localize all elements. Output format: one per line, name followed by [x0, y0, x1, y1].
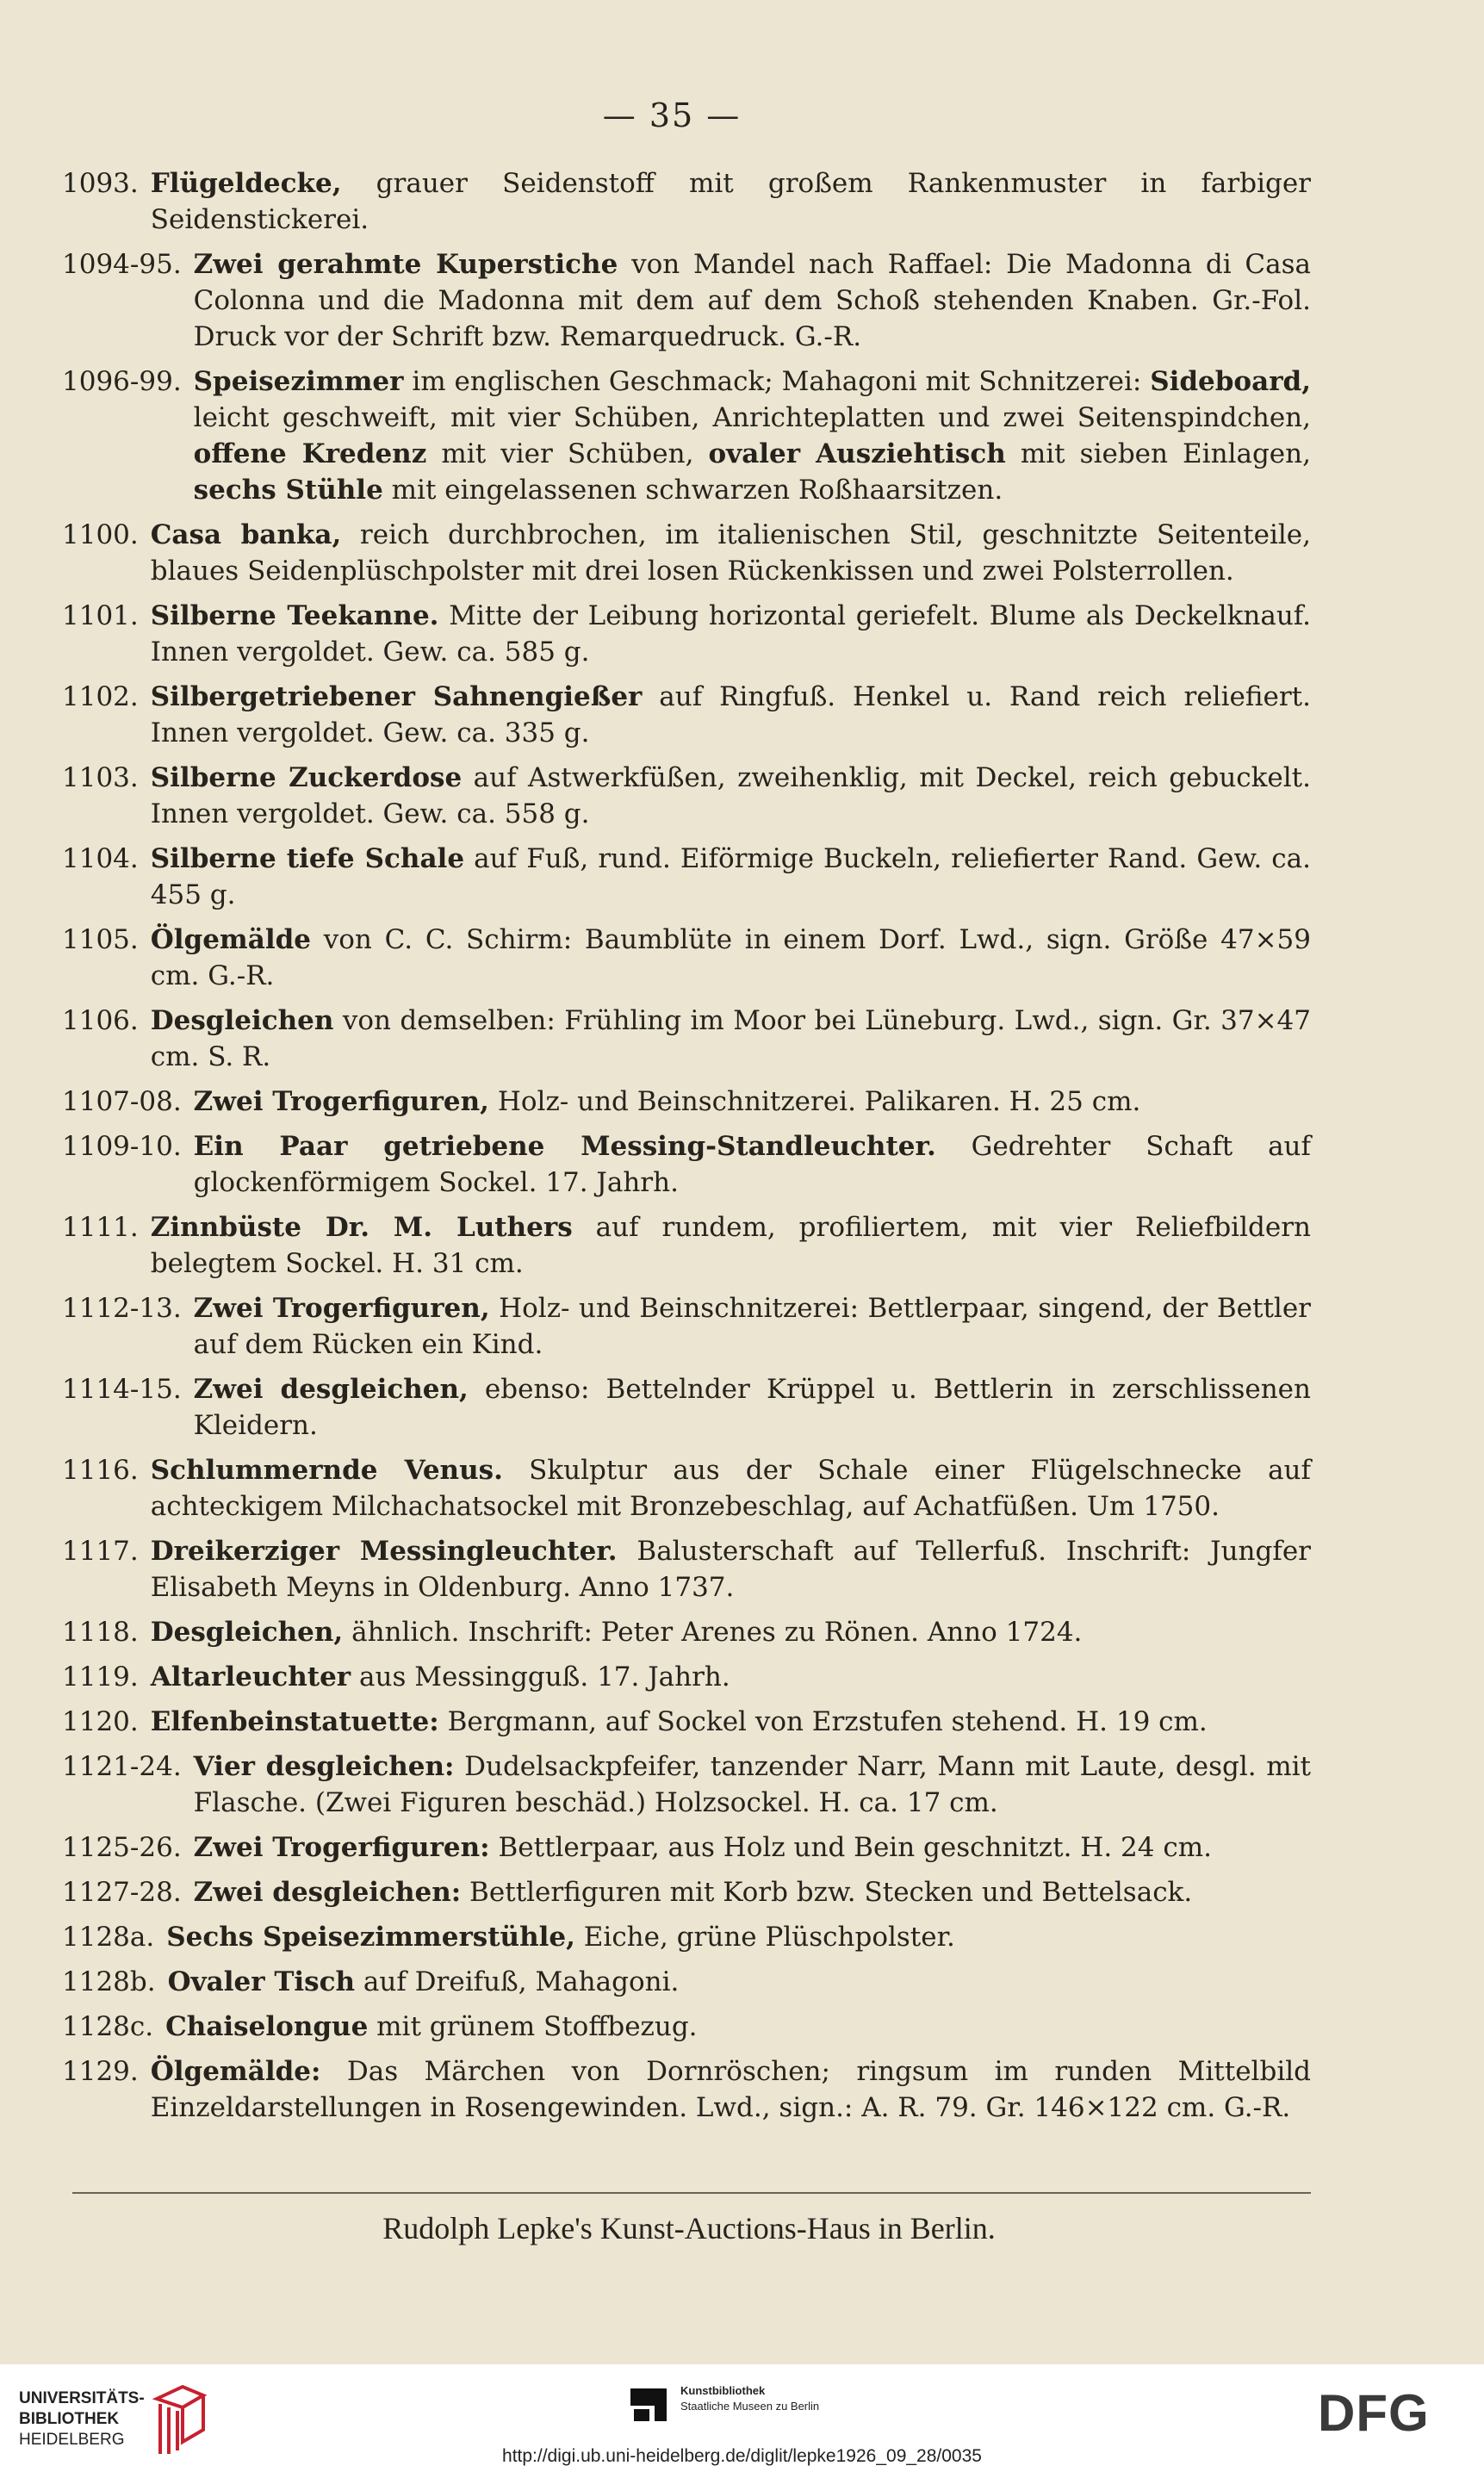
lot-text: mit grünem Stoffbezug.: [368, 2011, 698, 2042]
lot-number: 1105.: [62, 924, 139, 955]
lot-title: Zwei Trogerfiguren,: [193, 1293, 490, 1324]
lot-title: Ovaler Tisch: [167, 1966, 356, 1997]
lot-title: Zwei desgleichen,: [193, 1374, 469, 1405]
catalog-entry: [62, 679, 1311, 751]
lot-description: [151, 679, 1311, 751]
lot-title: Silberne Teekanne.: [150, 600, 439, 631]
lot-text: von C. C. Schirm: Baumblüte in einem Dorf. Lwd., sign. Größe 47×59 cm. G.-R.: [150, 924, 1311, 991]
catalog-entry: [62, 1659, 1311, 1695]
lot-text: auf Dreifuß, Mahagoni.: [355, 1966, 680, 1997]
lot-title: Ölgemälde: [150, 924, 311, 955]
lot-title: Vier desgleichen:: [193, 1751, 455, 1782]
ub-line-2: BIBLIOTHEK: [19, 2410, 120, 2428]
lot-title: Altarleuchter: [150, 1661, 351, 1693]
lot-title: Elfenbeinstatuette:: [150, 1706, 439, 1737]
lot-description: [151, 1533, 1311, 1606]
lot-description: [166, 1919, 1311, 1955]
lot-number: 1128a.: [62, 1922, 155, 1953]
page-number: — 35 —: [602, 96, 742, 134]
lot-text: auf Ringfuß. Henkel u. Rand reich reliefiert. Innen vergoldet. Gew. ca. 335 g.: [150, 681, 1311, 748]
digitization-bar: [0, 2364, 1484, 2472]
lot-number: 1102.: [62, 681, 139, 712]
lot-number: 1117.: [62, 1536, 139, 1567]
lot-title: Zwei desgleichen:: [193, 1877, 462, 1908]
lot-title: Zwei Trogerfiguren:: [193, 1832, 490, 1863]
catalog-entry: [62, 517, 1311, 589]
lot-text: im englischen Geschmack; Mahagoni mit Schnitzerei:: [403, 366, 1151, 397]
lot-number: 1100.: [62, 519, 139, 550]
lot-description: [151, 1659, 1311, 1695]
lot-description: [194, 1748, 1311, 1821]
lot-text: grauer Seidenstoff mit großem Rankenmuster in farbiger Seidenstickerei.: [150, 168, 1311, 235]
lot-text: aus Messingguß. 17. Jahrh.: [351, 1661, 730, 1693]
catalog-entry: [62, 165, 1311, 238]
lot-text: Holz- und Beinschnitzerei. Palikaren. H. 25 cm.: [488, 1086, 1141, 1117]
lot-number: 1116.: [62, 1455, 139, 1486]
catalog-entry: [62, 1209, 1311, 1282]
lot-number: 1120.: [62, 1706, 139, 1737]
catalog-entry: [62, 841, 1311, 913]
lot-description: [151, 841, 1311, 913]
catalog-entry: [62, 598, 1311, 670]
lot-number: 1125-26.: [62, 1832, 182, 1863]
lot-text: Dudelsackpfeifer, tanzender Narr, Mann mit Laute, desgl. mit Flasche. (Zwei Figuren beschäd.) Holzsockel. H. ca. 17 cm.: [193, 1751, 1311, 1818]
footer-rule: [72, 2192, 1311, 2194]
dfg-logo[interactable]: DFG: [1318, 2384, 1430, 2442]
lot-number: 1096-99.: [62, 366, 182, 397]
ub-line-3: HEIDELBERG: [19, 2431, 125, 2449]
lot-number: 1111.: [62, 1212, 139, 1243]
lot-description: [165, 2009, 1311, 2045]
lot-title: Silberne tiefe Schale: [150, 843, 465, 874]
lot-number: 1107-08.: [62, 1086, 182, 1117]
lot-title: Chaiselongue: [165, 2011, 369, 2042]
catalog-entry: [62, 246, 1311, 355]
lot-title: offene Kredenz: [193, 438, 427, 469]
catalog-entry: [62, 1003, 1311, 1075]
catalog-entry: [62, 1371, 1311, 1444]
lot-description: [151, 1209, 1311, 1282]
lot-description: [151, 1452, 1311, 1525]
lot-description: [151, 598, 1311, 670]
lot-title: Flügeldecke,: [150, 168, 342, 199]
lot-number: 1109-10.: [62, 1131, 182, 1162]
lot-title: Zwei gerahmte Kuperstiche: [193, 249, 618, 280]
auction-house-footer: Rudolph Lepke's Kunst-Auctions-Haus in Berlin.: [382, 2211, 996, 2245]
catalog-entry: [62, 1829, 1311, 1866]
lot-number: 1127-28.: [62, 1877, 182, 1908]
lot-text: Bettlerpaar, aus Holz und Bein geschnitzt. H. 24 cm.: [489, 1832, 1212, 1863]
lot-title: Ein Paar getriebene Messing-Standleuchter.: [193, 1131, 936, 1162]
lot-text: Bergmann, auf Sockel von Erzstufen stehend. H. 19 cm.: [438, 1706, 1208, 1737]
lot-text: Skulptur aus der Schale einer Flügelschnecke auf achteckigem Milchachatsockel mit Bronzebeschlag, auf Achatfüßen. Um 1750.: [150, 1455, 1311, 1522]
catalog-entry: [62, 1964, 1311, 2000]
lot-title: Silberne Zuckerdose: [150, 762, 463, 793]
lot-title: Silbergetriebener Sahnengießer: [150, 681, 643, 712]
catalog-entry: [62, 1290, 1311, 1363]
lot-text: leicht geschweift, mit vier Schüben, Anrichteplatten und zwei Seitenspindchen,: [193, 402, 1311, 433]
lot-description: [151, 2053, 1311, 2126]
lot-description: [194, 1290, 1311, 1363]
catalog-entry: [62, 363, 1311, 508]
lot-number: 1112-13.: [62, 1293, 182, 1324]
catalog-entry: [62, 1919, 1311, 1955]
catalog-entry: [62, 1452, 1311, 1525]
lot-text: Holz- und Beinschnitzerei: Bettlerpaar, singend, der Bettler auf dem Rücken ein Kind.: [193, 1293, 1311, 1360]
lot-description: [194, 246, 1311, 355]
lot-number: 1094-95.: [62, 249, 182, 280]
lot-text: Das Märchen von Dornröschen; ringsum im runden Mittelbild Einzeldarstellungen in Rosengewinden. Lwd., sign.: A. R. 79. Gr. 146×122 cm. G.-R.: [150, 2056, 1311, 2123]
lot-number: 1128b.: [62, 1966, 156, 1997]
lot-description: [151, 922, 1311, 994]
lot-description: [151, 165, 1311, 238]
ub-line-1: UNIVERSITÄTS-: [19, 2389, 145, 2407]
lot-description: [194, 1084, 1311, 1120]
catalog-entry: [62, 2053, 1311, 2126]
lot-number: 1121-24.: [62, 1751, 182, 1782]
kunstbibliothek-mark-icon: [629, 2383, 668, 2423]
lot-number: 1114-15.: [62, 1374, 182, 1405]
lot-text: Eiche, grüne Plüschpolster.: [574, 1922, 955, 1953]
lot-text: Mitte der Leibung horizontal geriefelt. Blume als Deckelknauf. Innen vergoldet. Gew. ca. 585 g.: [150, 600, 1312, 668]
lot-number: 1119.: [62, 1661, 139, 1693]
lot-text: Bettlerfiguren mit Korb bzw. Stecken und Bettelsack.: [461, 1877, 1193, 1908]
catalog-entry: [62, 1748, 1311, 1821]
catalog-entry: [62, 1704, 1311, 1740]
catalog-entry: [62, 760, 1311, 832]
lot-description: [151, 517, 1311, 589]
catalog-entry: [62, 1614, 1311, 1650]
lot-title: Desgleichen,: [150, 1617, 344, 1648]
lot-text: auf rundem, profiliertem, mit vier Reliefbildern belegtem Sockel. H. 31 cm.: [150, 1212, 1311, 1279]
lot-text: ähnlich. Inschrift: Peter Arenes zu Rönen. Anno 1724.: [343, 1617, 1083, 1648]
lot-number: 1128c.: [62, 2011, 154, 2042]
lot-description: [151, 760, 1311, 832]
lot-text: auf Astwerkfüßen, zweihenklig, mit Deckel, reich gebuckelt. Innen vergoldet. Gew. ca. 558 g.: [150, 762, 1311, 829]
lot-title: sechs Stühle: [193, 475, 383, 506]
lot-title: Desgleichen: [150, 1005, 334, 1036]
lot-number: 1101.: [62, 600, 139, 631]
lot-text: mit sieben Einlagen,: [1005, 438, 1311, 469]
lot-text: ebenso: Bettelnder Krüppel u. Bettlerin in zerschlissenen Kleidern.: [193, 1374, 1311, 1441]
catalog-entries: [62, 165, 1311, 2134]
catalog-entry: [62, 1533, 1311, 1606]
lot-text: von Mandel nach Raffael: Die Madonna di Casa Colonna und die Madonna mit dem auf dem Schoß stehenden Knaben. Gr.-Fol. Druck vor der Schrift bzw. Remarquedruck. G.-R.: [193, 249, 1311, 352]
catalog-entry: [62, 1874, 1311, 1910]
catalog-entry: [62, 1084, 1311, 1120]
lot-text: auf Fuß, rund. Eiförmige Buckeln, reliefierter Rand. Gew. ca. 455 g.: [150, 843, 1311, 910]
lot-title: Speisezimmer: [193, 366, 404, 397]
lot-title: Zinnbüste Dr. M. Luthers: [150, 1212, 573, 1243]
lot-title: Sechs Speisezimmerstühle,: [166, 1922, 575, 1953]
lot-title: Sideboard,: [1150, 366, 1311, 397]
lot-text: Balusterschaft auf Tellerfuß. Inschrift: Jungfer Elisabeth Meyns in Oldenburg. Anno 1737.: [150, 1536, 1311, 1603]
lot-text: mit eingelassenen schwarzen Roßhaarsitzen.: [382, 475, 1003, 506]
lot-description: [151, 1003, 1311, 1075]
lot-number: 1106.: [62, 1005, 139, 1036]
lot-number: 1103.: [62, 762, 139, 793]
lot-number: 1093.: [62, 168, 139, 199]
permalink-url[interactable]: http://digi.ub.uni-heidelberg.de/diglit/lepke1926_09_28/0035: [502, 2446, 982, 2466]
ub-heidelberg-text: [19, 2388, 145, 2450]
lot-description: [168, 1964, 1311, 2000]
lot-description: [194, 1371, 1311, 1444]
lot-number: 1118.: [62, 1617, 139, 1648]
kunstbibliothek-text: [680, 2383, 819, 2414]
catalog-entry: [62, 1128, 1311, 1201]
lot-title: Zwei Trogerfiguren,: [193, 1086, 489, 1117]
catalog-entry: [62, 922, 1311, 994]
lot-title: Ölgemälde:: [150, 2056, 321, 2087]
lot-number: 1104.: [62, 843, 139, 874]
kb-subtitle: Staatliche Museen zu Berlin: [680, 2400, 820, 2413]
lot-title: Casa banka,: [150, 519, 342, 550]
lot-description: [151, 1614, 1311, 1650]
lot-text: mit vier Schüben,: [426, 438, 709, 469]
lot-text: reich durchbrochen, im italienischen Stil, geschnitzte Seitenteile, blaues Seidenplüschpolster mit drei losen Rückenkissen und zwei Polsterrollen.: [150, 519, 1311, 587]
lot-text: Gedrehter Schaft auf glockenförmigem Sockel. 17. Jahrh.: [193, 1131, 1311, 1198]
lot-title: Dreikerziger Messingleuchter.: [150, 1536, 618, 1567]
catalog-entry: [62, 2009, 1311, 2045]
kb-title: Kunstbibliothek: [680, 2384, 766, 2397]
lot-title: Schlummernde Venus.: [150, 1455, 503, 1486]
lot-description: [194, 1874, 1311, 1910]
lot-description: [194, 1128, 1311, 1201]
lot-description: [194, 363, 1311, 508]
lot-title: ovaler Ausziehtisch: [708, 438, 1006, 469]
lot-description: [151, 1704, 1311, 1740]
lot-text: von demselben: Frühling im Moor bei Lüneburg. Lwd., sign. Gr. 37×47 cm. S. R.: [150, 1005, 1311, 1072]
lot-description: [194, 1829, 1311, 1866]
lot-number: 1129.: [62, 2056, 139, 2087]
